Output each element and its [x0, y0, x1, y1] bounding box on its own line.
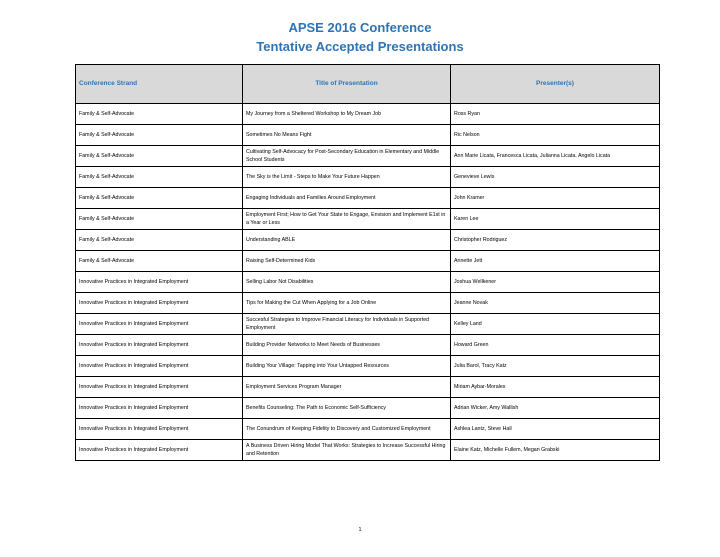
document-subtitle: Tentative Accepted Presentations — [256, 39, 464, 54]
cell-presenters: Kelley Land — [451, 314, 660, 335]
cell-strand: Innovative Practices in Integrated Employment — [76, 272, 243, 293]
table-row — [76, 146, 660, 167]
cell-strand: Family & Self-Advocate — [76, 146, 243, 167]
cell-title: Building Your Village: Tapping into Your Untapped Resources — [243, 356, 451, 377]
table-row — [76, 251, 660, 272]
column-header-presenters: Presenter(s) — [451, 65, 660, 104]
cell-presenters: Elaine Katz, Michelle Fullem, Megan Grabski — [451, 440, 660, 461]
cell-presenters: Ric Nelson — [451, 125, 660, 146]
cell-strand: Family & Self-Advocate — [76, 251, 243, 272]
cell-presenters: Adrian Wicker, Amy Wallish — [451, 398, 660, 419]
cell-presenters: Ross Ryan — [451, 104, 660, 125]
table-row — [76, 125, 660, 146]
table-header-row — [76, 65, 660, 104]
table-row — [76, 419, 660, 440]
cell-presenters: John Kramer — [451, 188, 660, 209]
cell-title: A Business Driven Hiring Model That Works: Strategies to Increase Successful Hiring and Retention — [243, 440, 451, 461]
cell-strand: Innovative Practices in Integrated Employment — [76, 419, 243, 440]
presentations-table — [75, 64, 660, 461]
cell-title: Sometimes No Means Fight — [243, 125, 451, 146]
cell-presenters: Miriam Aybar-Morales — [451, 377, 660, 398]
cell-title: Understanding ABLE — [243, 230, 451, 251]
cell-strand: Family & Self-Advocate — [76, 188, 243, 209]
cell-presenters: Ashlea Lantz, Steve Hall — [451, 419, 660, 440]
cell-title: Raising Self-Determined Kids — [243, 251, 451, 272]
table-row — [76, 293, 660, 314]
cell-presenters: Joshua Wellkener — [451, 272, 660, 293]
cell-strand: Family & Self-Advocate — [76, 167, 243, 188]
cell-strand: Innovative Practices in Integrated Employment — [76, 335, 243, 356]
cell-title: Succesful Strategies to Improve Financial Literacy for Individuals in Supported Employment — [243, 314, 451, 335]
cell-title: Benefits Counseling: The Path to Economic Self-Sufficiency — [243, 398, 451, 419]
cell-title: Tips for Making the Cut When Applying for a Job Online — [243, 293, 451, 314]
cell-presenters: Julia Barol, Tracy Katz — [451, 356, 660, 377]
cell-title: Cultivating Self-Advocacy for Post-Secondary Education in Elementary and Middle School Students — [243, 146, 451, 167]
table-row — [76, 377, 660, 398]
cell-strand: Family & Self-Advocate — [76, 230, 243, 251]
table-body — [76, 104, 660, 461]
cell-strand: Innovative Practices in Integrated Employment — [76, 377, 243, 398]
column-header-title: Title of Presentation — [243, 65, 451, 104]
cell-title: The Sky is the Limit - Steps to Make Your Future Happen — [243, 167, 451, 188]
cell-title: My Journey from a Sheltered Workshop to My Dream Job — [243, 104, 451, 125]
cell-presenters: Ann Marie Licata, Francesca Licata, Julianna Licata, Angelo Licata — [451, 146, 660, 167]
cell-title: Selling Labor Not Disabilities — [243, 272, 451, 293]
table-row — [76, 314, 660, 335]
cell-title: Employment First; How to Get Your State to Engage, Envision and Implement E1st in a Year or Less — [243, 209, 451, 230]
document-title: APSE 2016 Conference — [288, 20, 432, 35]
document-header — [0, 18, 720, 56]
cell-strand: Innovative Practices in Integrated Employment — [76, 293, 243, 314]
cell-title: The Conundrum of Keeping Fidelity to Discovery and Customized Employment — [243, 419, 451, 440]
cell-strand: Innovative Practices in Integrated Employment — [76, 440, 243, 461]
cell-title: Engaging Individuals and Families Around Employment — [243, 188, 451, 209]
cell-presenters: Christopher Rodriguez — [451, 230, 660, 251]
cell-presenters: Jeanne Novak — [451, 293, 660, 314]
table-row — [76, 167, 660, 188]
page-number: 1 — [358, 527, 362, 533]
cell-strand: Family & Self-Advocate — [76, 125, 243, 146]
cell-presenters: Genevieve Lewis — [451, 167, 660, 188]
cell-presenters: Howard Green — [451, 335, 660, 356]
cell-presenters: Karen Lee — [451, 209, 660, 230]
table-row — [76, 335, 660, 356]
table-row — [76, 209, 660, 230]
table-row — [76, 272, 660, 293]
table-row — [76, 104, 660, 125]
cell-strand: Innovative Practices in Integrated Employment — [76, 398, 243, 419]
cell-title: Employment Services Program Manager — [243, 377, 451, 398]
table-row — [76, 440, 660, 461]
table-row — [76, 398, 660, 419]
cell-presenters: Annette Jett — [451, 251, 660, 272]
table-row — [76, 188, 660, 209]
cell-strand: Family & Self-Advocate — [76, 209, 243, 230]
cell-strand: Innovative Practices in Integrated Employment — [76, 314, 243, 335]
column-header-strand: Conference Strand — [76, 65, 243, 104]
cell-strand: Innovative Practices in Integrated Employment — [76, 356, 243, 377]
cell-strand: Family & Self-Advocate — [76, 104, 243, 125]
cell-title: Building Provider Networks to Meet Needs of Businesses — [243, 335, 451, 356]
table-row — [76, 230, 660, 251]
table-row — [76, 356, 660, 377]
